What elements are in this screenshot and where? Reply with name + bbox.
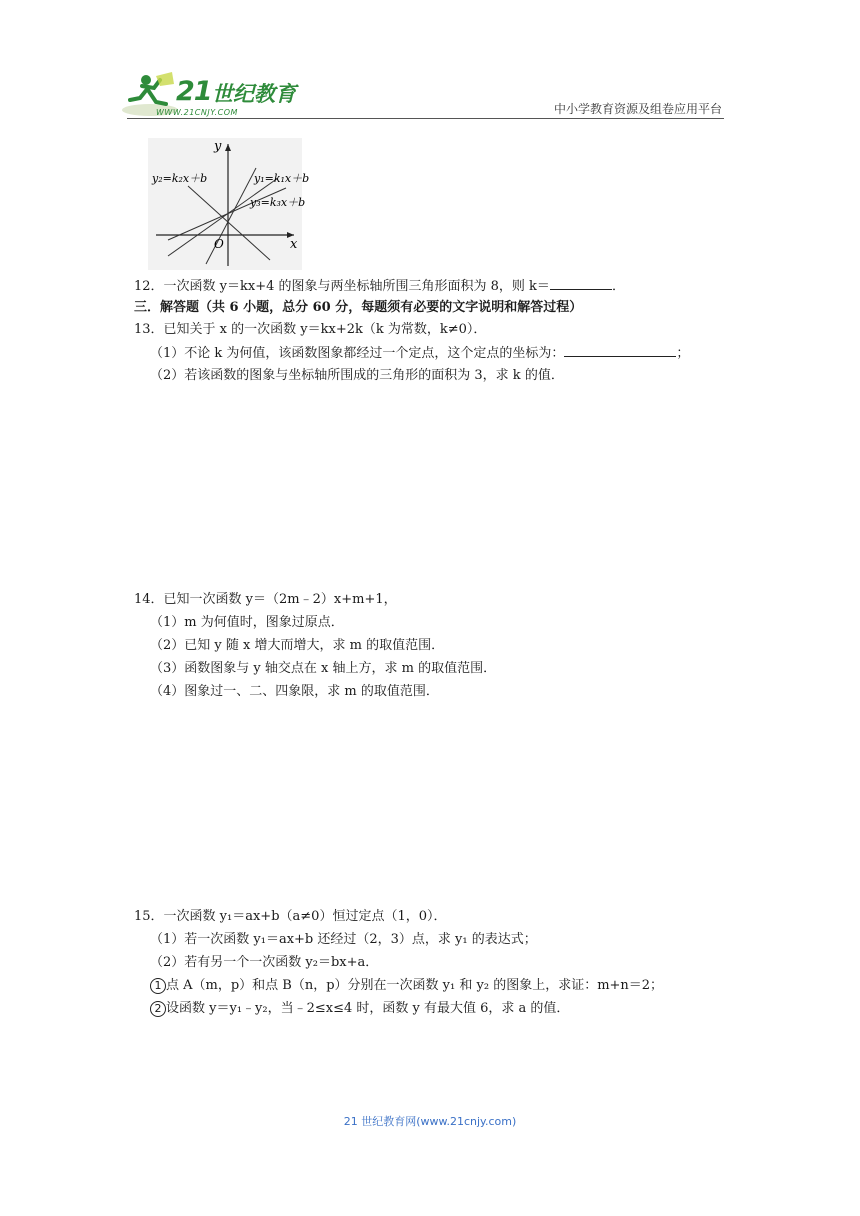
q13-part1-end: ； (676, 346, 690, 361)
q14-part1: （1）m 为何值时，图象过原点． (150, 615, 344, 630)
label-y2: y₂=k₂x＋b (152, 172, 208, 185)
q14-part2: （2）已知 y 随 x 增大而增大，求 m 的取值范围． (150, 638, 445, 653)
origin-label: O (214, 237, 224, 251)
circled-number-1: 1 (150, 978, 166, 994)
circled-number-2: 2 (150, 1001, 166, 1017)
q12-text: 12．一次函数 y＝kx+4 的图象与两坐标轴所围三角形面积为 8，则 k＝ (134, 279, 550, 294)
q13-stem: 13．已知关于 x 的一次函数 y＝kx+2k（k 为常数，k≠0）． (134, 322, 487, 337)
q15-sub1-text: 点 A（m，p）和点 B（n，p）分别在一次函数 y₁ 和 y₂ 的图象上，求证：m+n＝2； (166, 978, 664, 993)
q15-stem: 15．一次函数 y₁＝ax+b（a≠0）恒过定点（1，0）． (134, 909, 447, 924)
section-heading: 三．解答题（共 6 小题，总分 60 分，每题须有必要的文字说明和解答过程） (134, 300, 583, 315)
q15-sub1 (150, 976, 663, 996)
q15-part2: （2）若有另一个一次函数 y₂＝bx+a． (150, 955, 379, 970)
answer-blank (564, 343, 676, 357)
q14-stem: 14．已知一次函数 y＝（2m﹣2）x+m+1， (134, 592, 397, 607)
logo-url: WWW.21CNJY.COM (156, 108, 238, 117)
q13-part1-text: （1）不论 k 为何值，该函数图象都经过一个定点，这个定点的坐标为： (150, 346, 565, 361)
header-divider (127, 118, 724, 119)
platform-title: 中小学教育资源及组卷应用平台 (553, 102, 722, 116)
footer-link[interactable]: 21 世纪教育网(www.21cnjy.com) (343, 1115, 517, 1128)
y-axis-label: y (214, 139, 222, 154)
answer-blank (550, 276, 612, 290)
q13-part2: （2）若该函数的图象与坐标轴所围成的三角形的面积为 3，求 k 的值． (150, 368, 564, 383)
question-12 (134, 276, 625, 297)
logo-number: 21 (176, 76, 212, 107)
q13-part1 (150, 343, 689, 364)
q15-sub2 (150, 999, 569, 1019)
label-y1: y₁=k₁x＋b (254, 172, 310, 185)
x-axis-label: x (290, 237, 298, 252)
q15-part1: （1）若一次函数 y₁＝ax+b 还经过（2，3）点，求 y₁ 的表达式； (150, 932, 537, 947)
q14-part4: （4）图象过一、二、四象限，求 m 的取值范围． (150, 684, 439, 699)
site-logo (120, 68, 300, 124)
label-y3: y₃=k₃x＋b (250, 196, 306, 209)
q14-part3: （3）函数图象与 y 轴交点在 x 轴上方，求 m 的取值范围． (150, 661, 497, 676)
q15-sub2-text: 设函数 y＝y₁﹣y₂，当﹣2≤x≤4 时，函数 y 有最大值 6，求 a 的值． (166, 1001, 570, 1016)
q12-end: ． (611, 279, 625, 294)
linear-functions-figure (148, 138, 310, 270)
logo-text: 世纪教育 (212, 82, 296, 106)
